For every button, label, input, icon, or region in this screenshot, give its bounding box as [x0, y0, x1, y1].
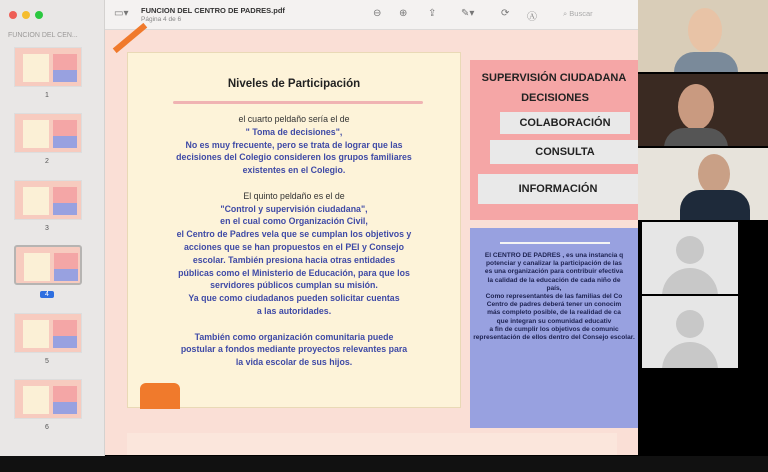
text-line: decisiones del Colegio consideren los grupos familiares — [176, 152, 412, 163]
pdf-page — [105, 30, 638, 455]
page-thumbnail-6[interactable] — [14, 379, 82, 419]
text-line: la calidad de la educación de cada niño de — [487, 276, 621, 284]
text-line: es una organización para contribuir efectiva — [484, 268, 624, 276]
thumbnail-label: 5 — [45, 358, 49, 365]
participant-body — [680, 190, 750, 220]
text-line: en el cual como Organización Civil, — [220, 216, 368, 227]
text-line: país, — [546, 284, 562, 292]
decoration — [140, 383, 180, 409]
close-button[interactable] — [9, 11, 17, 19]
participant-video-2[interactable] — [638, 74, 768, 146]
text-line: que integran su comunidad educativ — [496, 317, 612, 325]
thumbnail-label: 1 — [45, 92, 49, 99]
rotate-icon[interactable]: ⟳ — [501, 8, 510, 19]
document-title: FUNCION DEL CENTRO DE PADRES.pdf — [141, 6, 285, 15]
text-line: El quinto peldaño es el de — [243, 190, 345, 201]
thumbnail-label: 6 — [45, 424, 49, 431]
participant-body — [664, 128, 728, 146]
page-thumbnail-5[interactable] — [14, 313, 82, 353]
thumbnail-label: 2 — [45, 158, 49, 165]
text-line: existentes en el Colegio. — [242, 165, 346, 176]
text-line: el cuarto peldaño sería el de — [238, 114, 350, 124]
page-thumbnail-3[interactable] — [14, 180, 82, 220]
text-line: acciones que se han propuestos en el PEI y Consejo — [184, 241, 404, 252]
participant-video-3[interactable] — [638, 148, 768, 220]
participant-face — [688, 8, 722, 52]
text-line: El CENTRO DE PADRES , es una instancia q — [484, 252, 624, 259]
text-line: la vida escolar de sus hijos. — [235, 357, 353, 368]
text-line: representación de ellos dentro del Consejo escolar. — [473, 334, 635, 342]
search-field[interactable]: ⌕ Buscar — [563, 9, 593, 18]
page-thumbnail-2[interactable] — [14, 113, 82, 153]
participant-face — [678, 84, 714, 130]
zoom-out-icon[interactable]: ⊖ — [373, 8, 382, 19]
pyramid-level: SUPERVISIÓN CIUDADANA — [481, 72, 627, 84]
divider — [173, 101, 423, 104]
text-line: postular a fondos mediante proyectos relevantes para — [180, 344, 408, 355]
participant-avatar-5[interactable] — [642, 296, 738, 368]
minimize-button[interactable] — [22, 11, 30, 19]
text-line: el Centro de Padres vela que se cumplan los objetivos y — [176, 229, 412, 240]
text-line: públicas como el Ministerio de Educación, para que los — [178, 267, 410, 278]
text-line: escolar. También presiona hacia otras entidades — [192, 254, 396, 265]
pyramid-level: CONSULTA — [490, 140, 640, 164]
toolbar — [105, 0, 638, 30]
participant-body — [674, 52, 738, 72]
pyramid-level: COLABORACIÓN — [500, 112, 630, 134]
thumbnail-label: 4 — [40, 291, 54, 298]
text-line: También como organización comunitaria puede — [194, 331, 394, 342]
text-line: servidores públicos cumplan su misión. — [210, 280, 378, 291]
text-line: "Control y supervisión ciudadana", — [220, 203, 368, 214]
share-icon[interactable]: ⇪ — [428, 8, 437, 19]
thumbnail-sidebar — [0, 0, 105, 460]
zoom-button[interactable] — [35, 11, 43, 19]
text-line: Centro de padres deberá tener un conocim — [486, 301, 622, 309]
slide-body — [472, 252, 636, 342]
video-participants-panel — [638, 0, 768, 472]
text-line: Ya que como ciudadanos pueden solicitar cuentas — [188, 293, 400, 304]
text-line: " Toma de decisiones", — [245, 126, 343, 137]
search-placeholder: Buscar — [569, 9, 593, 18]
bottom-bar — [0, 456, 768, 472]
markup-pen-icon[interactable]: ✎▾ — [461, 8, 475, 19]
text-line: Como representantes de las familias del Co — [485, 293, 623, 301]
zoom-in-icon[interactable]: ⊕ — [399, 8, 408, 19]
pyramid-level: INFORMACIÓN — [478, 174, 638, 204]
page-indicator: Página 4 de 6 — [141, 16, 182, 23]
participant-avatar-4[interactable] — [642, 222, 738, 294]
text-line: más completo posible, de la realidad de ca — [487, 309, 621, 317]
participant-video-1[interactable] — [638, 0, 768, 72]
slide-body — [128, 113, 460, 369]
page-thumbnail-4[interactable] — [14, 245, 82, 285]
text-line: a fin de cumplir los objetivos de comunic — [489, 325, 619, 333]
text-line: No es muy frecuente, pero se trata de lograr que las — [185, 139, 403, 150]
divider — [500, 242, 610, 244]
next-page-preview — [127, 433, 617, 455]
pyramid-level: DECISIONES — [521, 92, 589, 104]
participant-face — [698, 154, 730, 194]
sidebar-toggle-icon[interactable]: ▭▾ — [114, 8, 129, 19]
page-thumbnail-1[interactable] — [14, 47, 82, 87]
slide-niveles — [127, 52, 461, 408]
annotate-icon[interactable]: Ⓐ — [527, 12, 537, 23]
window-controls — [9, 11, 43, 19]
sidebar-document-title: FUNCION DEL CEN... — [8, 32, 78, 39]
text-line: potenciar y canalizar la participación de las — [486, 260, 622, 268]
thumbnail-label: 3 — [45, 225, 49, 232]
slide-heading: Niveles de Participación — [227, 78, 361, 90]
text-line: a las autoridades. — [256, 305, 332, 316]
